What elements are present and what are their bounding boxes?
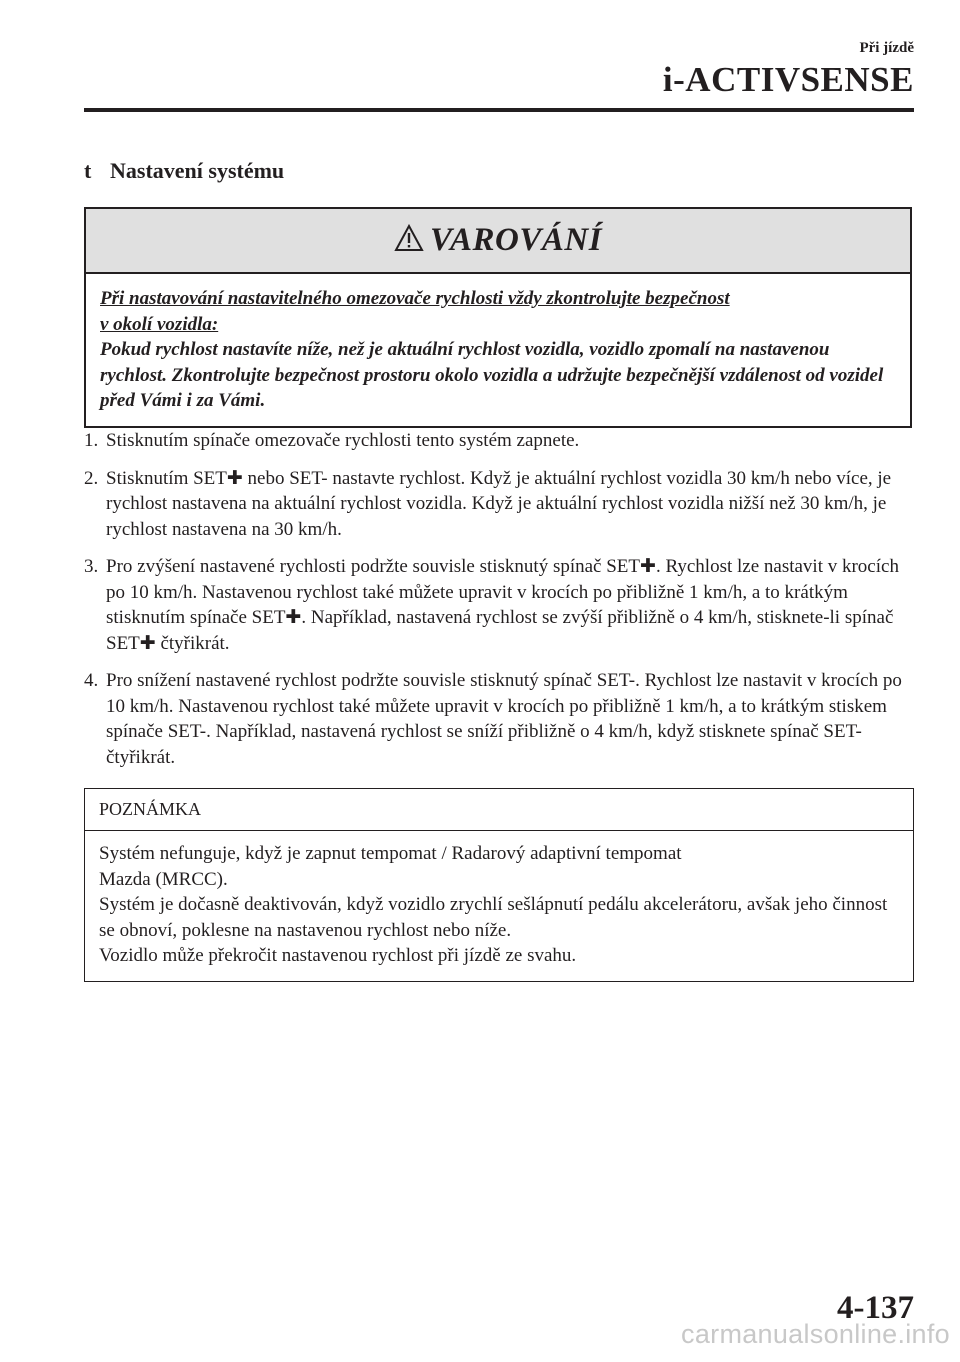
list-item (84, 428, 914, 454)
warning-box (84, 207, 912, 428)
warning-header (86, 209, 910, 274)
list-item (84, 668, 914, 770)
note-box (84, 788, 914, 982)
chapter-title: i-ACTIVSENSE (662, 60, 914, 99)
warning-body (86, 274, 910, 426)
watermark: carmanualsonline.info (681, 1319, 950, 1349)
warning-lead-line2: v okolí vozidla: (100, 313, 219, 335)
page-number: 4-137 (837, 1290, 914, 1326)
section-bullet: t (84, 158, 92, 183)
note-line: Systém je dočasně deaktivován, když vozidlo zrychlí sešlápnutí pedálu akcelerátoru, avšak jeho činnost se obnoví, poklesne na nastavenou rychlost nebo níže. (99, 894, 888, 941)
warning-lead (100, 286, 896, 337)
note-body (85, 831, 913, 981)
step-number: 4. (84, 670, 99, 691)
note-line: Systém nefunguje, když je zapnut tempomat / Radarový adaptivní tempomat (99, 843, 682, 864)
list-item (84, 466, 914, 543)
header-divider (84, 108, 914, 112)
warning-lead-line1: Při nastavování nastavitelného omezovače rychlosti vždy zkontrolujte bezpečnost (100, 288, 730, 309)
note-line: Vozidlo může překročit nastavenou rychlost při jízdě ze svahu. (99, 945, 577, 966)
section-heading-text: Nastavení systému (110, 158, 285, 183)
note-header: POZNÁMKA (85, 789, 913, 831)
warning-text: Pokud rychlost nastavíte níže, než je aktuální rychlost vozidla, vozidlo zpomalí na nastavenou rychlost. Zkontrolujte bezpečnost prostoru okolo vozidla a udržujte bezpečnější vzdálenost od vozidel před Vámi i za Vámi. (100, 339, 884, 411)
section-heading (84, 158, 284, 184)
step-text: Stisknutím spínače omezovače rychlosti tento systém zapnete. (106, 430, 580, 451)
list-item (84, 554, 914, 656)
step-text: Stisknutím SET✚ nebo SET- nastavte rychlost. Když je aktuální rychlost vozidla 30 km/h nebo více, je rychlost nastavena na aktuální rychlost vozidla. Když je aktuální rychlost vozidla nižší než 30 km/h, je rychlost nastavena na 30 km/h. (106, 467, 892, 540)
step-number: 3. (84, 556, 99, 577)
steps-list (84, 428, 914, 782)
step-text: Pro snížení nastavené rychlost podržte souvisle stisknutý spínač SET-. Rychlost lze nastavit v krocích po 10 km/h. Nastavenou rychlost také můžete upravit v krocích po přibližně 1 km/h, a to krátkým stiskem spínače SET-. Například, nastavená rychlost se sníží přibližně o 4 km/h, když stisknete spínač SET- čtyřikrát. (106, 670, 902, 768)
step-number: 2. (84, 467, 99, 489)
step-number: 1. (84, 430, 99, 451)
step-text: Pro zvýšení nastavené rychlosti podržte souvisle stisknutý spínač SET✚. Rychlost lze nastavit v krocích po 10 km/h. Nastavenou rychlost také můžete upravit v krocích po přibližně 1 km/h, a to krátkým stisknutím spínače SET✚. Například, nastavená rychlost se zvýší přibližně o 4 km/h, stisknete-li spínač SET✚ čtyřikrát. (106, 556, 899, 654)
warning-title: VAROVÁNÍ (429, 222, 603, 258)
warning-triangle-icon (394, 224, 430, 257)
chapter-label: Při jízdě (859, 40, 914, 56)
note-line: Mazda (MRCC). (99, 868, 228, 890)
